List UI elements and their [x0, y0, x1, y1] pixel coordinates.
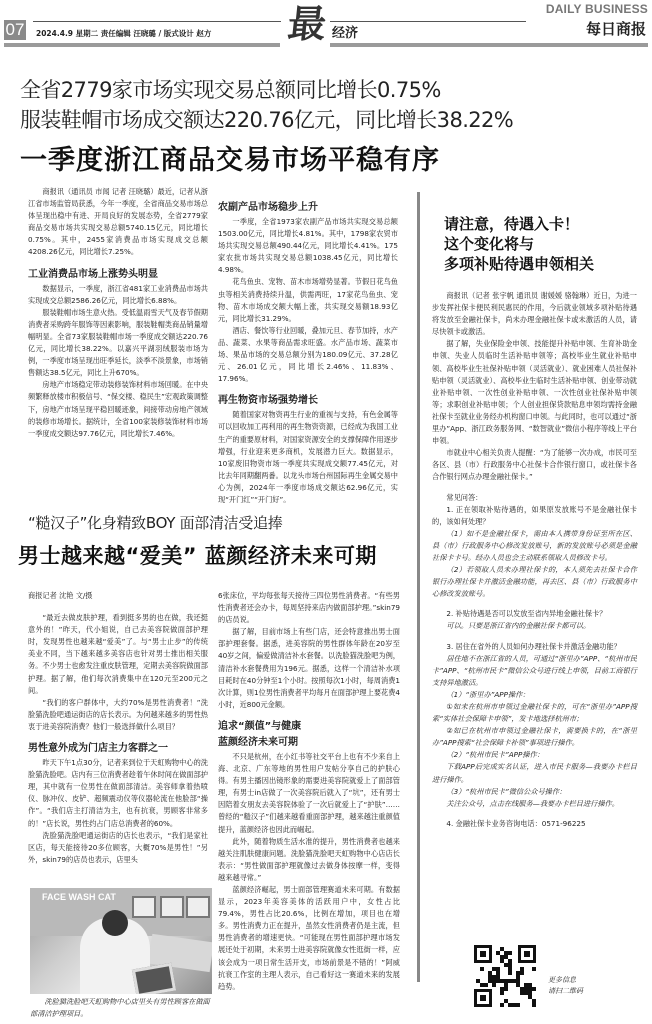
section-subheading: 工业消费品市场上涨势头明显: [28, 268, 158, 280]
answer-paragraph: （2）“杭州市民卡”APP操作：: [446, 750, 544, 760]
paragraph: 洗脸猫洗脸吧通运街店的店长也表示，“我们是家社区店，每天能接待20多位顾客，大概70%是男性！”另外，skin79的店员也表示，店里头: [28, 830, 208, 864]
sidebar-headline-line: 这个变化将与: [444, 235, 535, 253]
lead-column-2: [218, 192, 398, 506]
column-divider: [417, 192, 420, 982]
photo-device: [132, 963, 176, 994]
answer-paragraph: ②如已在杭州市申领过金融社保卡，需要换卡的，在“浙里办”APP搜索“社会保障卡补领”事项进行操作。: [432, 726, 637, 748]
section-subheading: 追求“颜值”与健康: [218, 720, 302, 732]
qr-finder: [518, 945, 536, 963]
paragraph: 房地产市场稳定带动装修装饰材料市场回暖。在中央频繁释放楼市积极信号、“保交楼、稳民生”宏观政策调整下，房地产市场呈现平稳回暖迹象，间接带动房地产领域的装修市场增长。据统计，全省100家装修装饰材料市场一季度成交额达97.76亿元，同比增长7.46%。: [28, 380, 208, 438]
answer-paragraph: 关注公众号，点击在线服务—我要办卡栏目进行操作。: [446, 798, 619, 808]
qr-module: [504, 987, 508, 991]
masthead: [0, 0, 652, 58]
photo-caption: 洗脸猫洗脸吧天虹购物中心店里头有男性顾客在做面部清洁护理项目。: [30, 997, 210, 1018]
paragraph: “最近去做皮肤护理，看到挺多男的也在做，我还挺意外的！”昨天，代小姐说，自己去美容院做面部护理时，发现男性也越来越“爱美”了。与“男士止步”的传统美业不同，当下越来越多美容店也针对男士推出相关服务。不少男士也愈发注重皮肤管理，定期去美容院做面部护理。据了解，他们每次消费集中在120元至200元之间。: [28, 613, 208, 695]
sidebar-headline-line: 请注意，待遇入卡！: [444, 215, 580, 233]
qr-module: [484, 983, 488, 987]
qr-code[interactable]: [474, 945, 536, 1007]
section-subheading: 再生物资市场强势增长: [218, 395, 318, 407]
qr-finder: [474, 945, 492, 963]
paragraph: 2. 补贴待遇是否可以发放至省内异地金融社保卡？: [446, 609, 607, 619]
paragraph: 不只是杭州，在小红书等社交平台上也有不少来自上海、北京、广东等地的男性用户发帖分享自己的护肤心得。有男主播因出镜形象的需要进美容院就爱上了面部管理，有男士in店做了一次美容院后就入了“坑”，还有男士因陪着女朋友去美容院体验了一次后就爱上了“护肤”……曾经的“糙汉子”们越来越看重面部护理，越来越注重颜值提升，蓝颜经济也因此而崛起。: [218, 751, 400, 834]
second-column-2: [218, 590, 400, 993]
spacer: [432, 600, 637, 608]
qr-module: [508, 971, 512, 975]
brand-english: DAILY BUSINESS: [545, 2, 648, 16]
sidebar-headline-line: 多项补贴待遇申领相关: [444, 255, 595, 273]
qr-note-line: 请扫二维码: [548, 987, 583, 995]
paragraph: 3. 居住在省外的人员如何办理社保卡并激活金融功能？: [446, 641, 621, 651]
paragraph: 市就业中心相关负责人提醒：“为了能够一次办成，市民可至各区、县（市）行政服务中心社保卡合作银行窗口，或社保卡各合作银行网点办理金融社保卡。”: [432, 448, 637, 482]
spacer: [432, 484, 637, 492]
masthead-rule-right: [330, 21, 526, 22]
answer-paragraph: （3）“杭州市民卡”微信公众号操作：: [446, 786, 567, 796]
second-column-1: [28, 590, 208, 866]
photo-store-sign: FACE WASH CAT: [42, 892, 116, 902]
brand-chinese: 每日商报: [585, 20, 646, 38]
photo-frame: [160, 896, 184, 918]
sidebar-headline: [444, 214, 594, 274]
spacer: [432, 810, 637, 818]
qr-note-line: 更多信息: [548, 976, 576, 984]
qr-module: [532, 987, 536, 991]
section-logo-zui: 最: [285, 1, 329, 46]
paragraph: 酒店、餐饮等行业回暖，叠加元旦、春节加持，水产品、蔬菜、水果等商品需求旺盛。水产品市场、蔬菜市场、果品市场的交易总额分别为180.09亿元、37.28亿元、26.01亿元，同比增长2.46%、11.83%、17.96%。: [218, 325, 398, 384]
answer-paragraph: 可以。只要是浙江省内的金融社保卡都可以。: [446, 621, 591, 631]
lead-headline-2: 服装鞋帽市场成交额达220.76亿元，同比增长38.22%: [20, 108, 514, 132]
paragraph: 随着国家对物资再生行业的重视与支持，有色金属等可以回收加工再利用的再生物资资源，已经成为我国工业生产的重要原材料，对国家资源安全的支撑保障作用逐步增强，行业迎来更多商机，发展潜力巨大。数据显示，10家废旧物资市场一季度共实现成交额77.45亿元，对比去年同期翻两番。以龙头市场台州国际再生金属交易中心为例，2024年一季度市场成交额达62.96亿元，实现“开门红”“开门好”。: [218, 410, 398, 504]
qr-finder: [474, 989, 492, 1007]
paragraph: 据了解，目前市场上有些门店，还会特意推出男士面部护理套餐。据悉，进美容院的男性群体年龄在20岁至40岁之间，偏爱做清洁补水套餐。以洗脸猫洗脸吧为例，清洁补水套餐费用为196元。据悉，这样一个清洁补水项目耗时在40分钟至1个小时。按照每次1小时，每周消费1次计算，则1位男性消费者平均每月在面部护理上要花费4小时，近800元金额。: [218, 627, 400, 709]
paragraph: 1. 正在领取补贴待遇的，如果原发放账号不是金融社保卡的，该如何处理？: [432, 504, 637, 526]
paragraph: 据了解，失业保险金申领、技能提升补贴申领、生育补助金申领、失业人员临时生活补贴申领等；高校毕业生就业补贴申领、高校毕业生社保补贴申领（灵活就业）、就业困难人员社保补贴申领（灵活就业）、高校毕业生临时生活补贴申领、创业带动就业补贴申领、一次性创业补贴申领、一次性创业社保补贴申领等；求职创业补贴申领；个人创业担保贷款贴息申领均需持金融社保卡至就业业务经办机构窗口申领。与此同时，也可以通过“浙里办”App、浙江政务服务网、“数智就业”微信小程序等线上平台申领。: [432, 339, 637, 446]
masthead-rule: [33, 21, 281, 22]
answer-paragraph: 居住地不在浙江省的人员，可通过“浙里办”APP、“杭州市民卡”APP、“杭州市民卡”微信公众号进行线上申领，目前工商银行支持异地激活。: [432, 653, 637, 687]
page-number: 07: [5, 20, 25, 39]
paragraph: 4. 金融社保卡业务咨询电话：0571-96225: [446, 818, 586, 828]
second-subheadline: “糙汉子”化身精致BOY 面部清洁受追捧: [28, 514, 283, 532]
second-headline: 男士越来越“爱美” 蓝颜经济未来可期: [18, 544, 377, 568]
lead-column-1: [28, 186, 208, 440]
photo-person-head: [102, 910, 128, 936]
paragraph: 6张床位，平均每张每天接待三四位男性消费者。“有些男性消费者还会办卡，每周坚持来店内做面部护理。”skin79的店员说。: [218, 591, 400, 625]
qr-module: [532, 967, 536, 971]
answer-paragraph: （1）“浙里办”APP操作：: [446, 689, 530, 699]
paragraph: 商报讯（记者 张宇帆 通讯员 谢媛媛 骆翰琳）近日，为进一步发挥社保卡便民利民惠民的作用，今后就业领域多项补贴待遇将发放至金融社保卡，尚未办理金融社保卡或未激活的人员，请尽快领卡或激活。: [432, 291, 637, 337]
paragraph: “我们的客户群体中，大约70%是男性消费者！”洗脸猫洗脸吧通运街店的店长表示。为何越来越多的男性热衷于进美容院消费？他们一般选择做什么项目？: [28, 697, 208, 731]
answer-paragraph: ①如未在杭州市申领过金融社保卡的，可在“浙里办”APP搜索“实体社会保障卡申领”，发卡地选择杭州市；: [432, 702, 637, 724]
paragraph: 昨天下午1点30分，记者来到位于天虹购物中心的洗脸猫洗脸吧。店内有三位消费者趁着午休时间在做面部护理，其中就有一位男性在做面部清洁。美容师拿着热喷仪、脉冲仪、皮铲、超频震动仪等仪器轮流在他脸部“操作”。“我们店主打清洁为主，也有抗衰，男顾客非常多的！”店长说，男性约占门店总消费者的60%。: [28, 758, 208, 828]
answer-paragraph: （2）若领取人员未办理社保卡的，本人须先去社保卡合作银行办理社保卡并激活金融功能，再去区、县（市）行政服务中心修改发放账号。: [432, 565, 637, 599]
paragraph: 服装鞋帽市场生意火热。受低温雨雪天气及春节假期消费者采购跨年服饰等因素影响，服装鞋帽类商品销量增幅明显。全省73家服装鞋帽市场一季度成交额达220.76亿元，同比增长38.22%。以嘉兴平湖羽绒服装市场为例，一季度市场呈现出旺季延长，淡季不淡景象，市场销售额达38.5亿元，同比上升670%。: [28, 307, 208, 378]
lead-headline-main: 一季度浙江商品交易市场平稳有序: [20, 145, 440, 176]
paragraph: 花鸟鱼虫、宠物、苗木市场增势显著。节假日花鸟鱼虫等相关消费持续升温，供需两旺，17家花鸟鱼虫、宠物、苗木市场成交额大幅上涨，共实现交易额18.93亿元，同比增长31.29%。: [218, 277, 398, 323]
qr-module: [520, 971, 524, 975]
spacer: [432, 633, 637, 641]
paragraph: 一季度，全省1973家农副产品市场共实现交易总额1503.00亿元，同比增长4.81%。其中，1798家农贸市场共实现交易总额490.44亿元，同比增长4.41%。175家农批市场共实现交易总额1038.45亿元，同比增长4.98%。: [218, 217, 398, 275]
qr-module: [480, 967, 484, 971]
qr-note: [548, 975, 583, 997]
qr-module: [508, 951, 512, 955]
qr-module: [492, 983, 496, 987]
qr-module: [532, 1003, 536, 1007]
answer-paragraph: （1）如不是金融社保卡，需由本人携带身份证至所在区、县（市）行政服务中心修改发放账号，新的发放账号必须是金融社保卡卡号。经办人员也会主动联系领取人员修改卡号。: [432, 528, 637, 562]
section-subheading: 农副产品市场稳步上升: [218, 202, 318, 213]
photo-frame: [186, 896, 210, 918]
masthead-bar-right: [330, 43, 648, 47]
qr-module: [500, 991, 504, 995]
sidebar-body: [432, 290, 637, 830]
section-subheading: 蓝颜经济未来可期: [218, 736, 298, 748]
photo-frame: [132, 896, 156, 918]
paragraph: 数据显示，一季度，浙江省481家工业消费品市场共实现成交总额2586.26亿元，同比增长6.88%。: [28, 283, 208, 305]
lead-headline-1: 全省2779家市场实现交易总额同比增长0.75%: [20, 78, 441, 102]
answer-paragraph: 下载APP后完成实名认证，进入市民卡服务—我要办卡栏目进行操作。: [432, 762, 637, 784]
paragraph: 此外，随着物质生活水准的提升，男性消费者也越来越关注肌肤健康问题。洗脸猫洗脸吧天虹购物中心店店长表示：“男性做面部护理就像过去做身体按摩一样，变得越来越寻常。”: [218, 836, 400, 882]
masthead-bar-left: [4, 43, 280, 47]
qr-module: [516, 1003, 520, 1007]
byline: 商报记者 沈艳 文/摄: [28, 591, 93, 600]
paragraph: 常见问答：: [446, 492, 483, 502]
qr-module: [500, 1003, 504, 1007]
section-name: 经济: [332, 26, 359, 41]
news-photo: [30, 888, 212, 994]
paragraph: 商报讯（通讯员 市闻 记者 汪晓璐）最近，记者从浙江省市场监管局获悉，今年一季度，全省商品交易市场总体呈现出稳中有进、开局良好的发展态势，全省2779家商品交易市场共实现交易总额5740.15亿元，同比增长0.75%。其中，2455家消费品市场实现成交总额4208.26亿元，同比增长7.25%。: [28, 187, 208, 257]
section-subheading: 男性意外成为门店主力客群之一: [28, 743, 168, 755]
paragraph: 蓝颜经济崛起，男士面部管理赛道未来可期。有数据显示，2023年美容美体的活跃用户中，女性占比79.4%，男性占比20.6%，比例在增加，项目也在增多。男性消费力正在提升，虽然女性消费者仍是主流，但男性消费者的增速更快。“可能现在男性面部护理市场发展还处于初期，未来男士进美容院就像女性逛街一样，应该会成为一项日常生活开支，市场前景是不错的！”阿威抗衰工作室的主理人表示，自己看好这一赛道未来的发展趋势。: [218, 884, 400, 991]
issue-info: 2024.4.9 星期二 责任编辑 汪晓璐 / 版式设计 赵方: [36, 29, 212, 38]
